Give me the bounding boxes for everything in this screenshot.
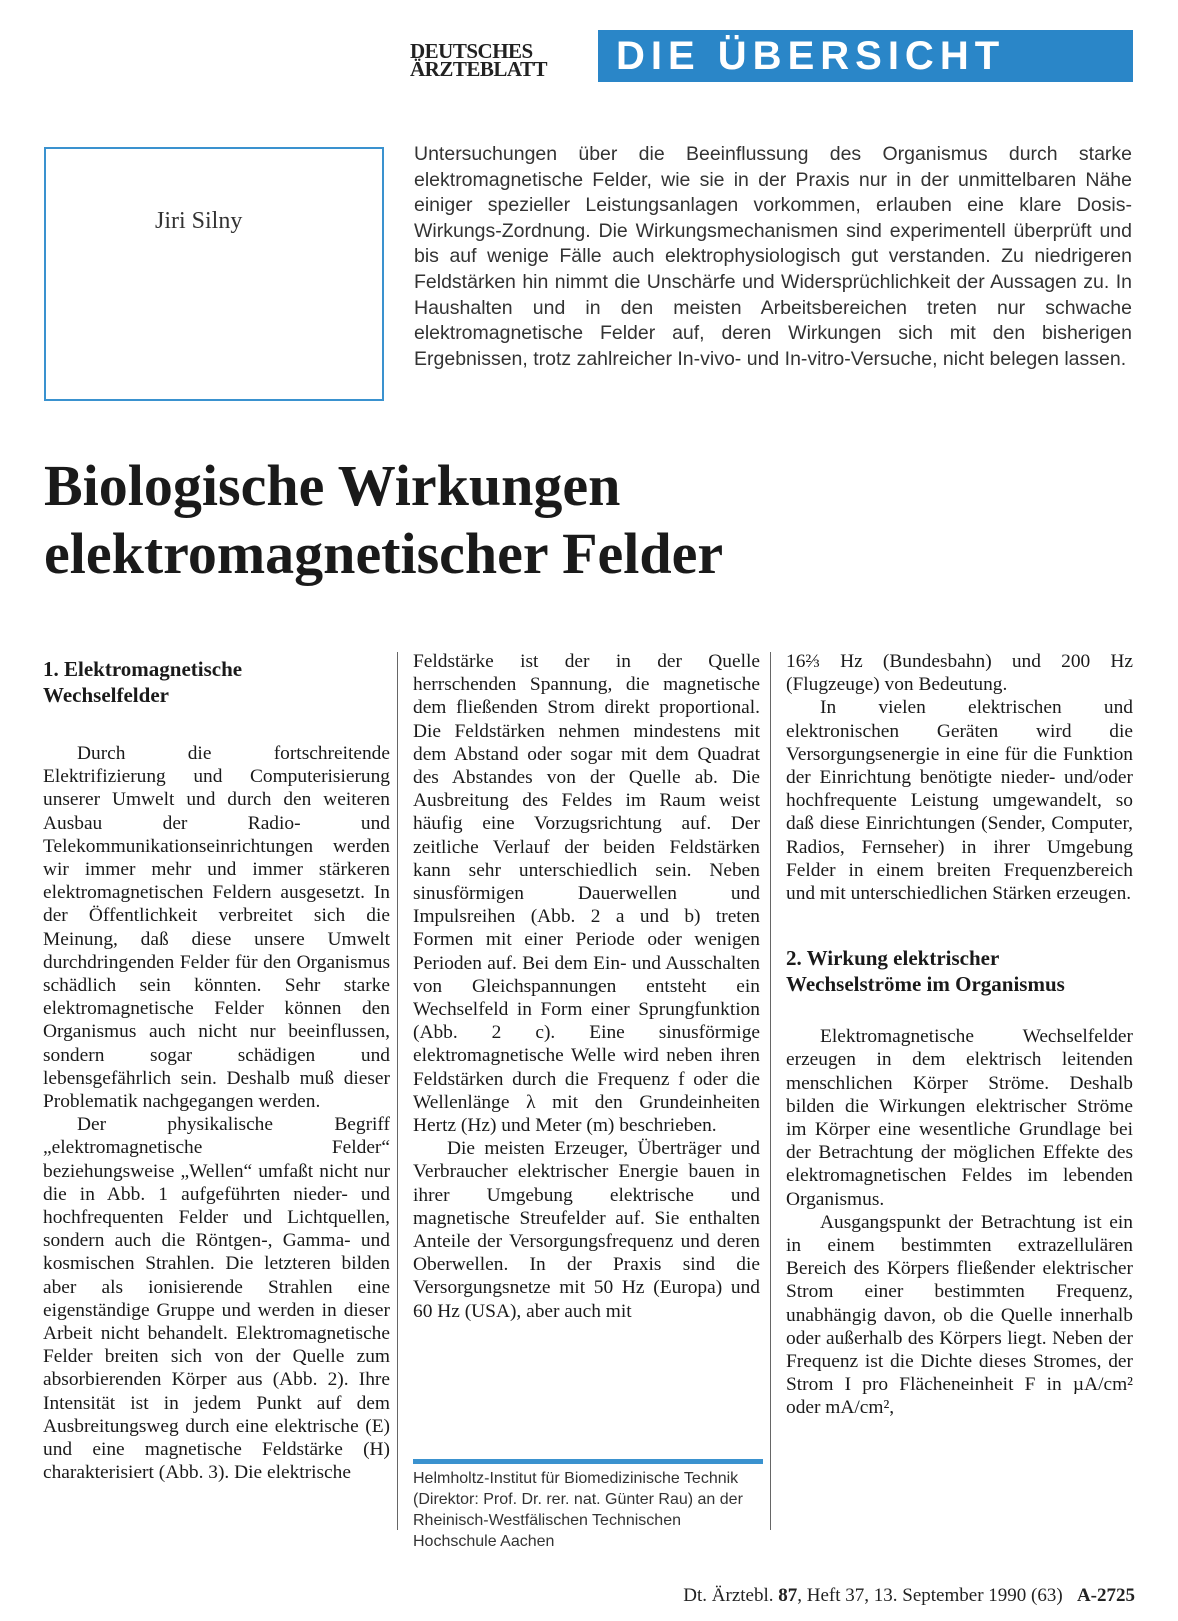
paragraph: Elektromagnetische Wechselfelder erzeugen in dem elektrisch leitenden menschlichen Körper Ströme. Deshalb bilden die Wirkungen elektrischer Ströme im Körper eine wesentliche Grundlage bei der Betrachtung der möglichen Effekte des elektromagnetischen Feldes im lebenden Organismus. xyxy=(786,1026,1133,1210)
text-column-2 xyxy=(413,650,760,1323)
article-title xyxy=(44,452,1144,588)
footer-page-number: A-2725 xyxy=(1076,1585,1135,1606)
paragraph: Durch die fortschreitende Elektrifizierung und Computerisierung unserer Umwelt und durch den weiteren Ausbau der Radio- und Telekommunikationseinrichtungen werden wir immer mehr und immer stärkeren elektromagnetischen Feldern ausgesetzt. In der Öffentlichkeit verbreitet sich die Meinung, daß diese unsere Umwelt durchdringenden Felder für den Organismus schädlich sein könnten. Sehr starke elektromagnetische Felder können den Organismus auch nicht nur beeinflussen, sondern sogar schädigen und lebensgefährlich sein. Deshalb muß dieser Problematik nachgegangen werden. xyxy=(43,743,390,1113)
text-column-1 xyxy=(43,656,390,1485)
title-line-1: Biologische Wirkungen xyxy=(44,453,621,518)
footer-issue-date: , Heft 37, 13. September 1990 (63) xyxy=(797,1585,1063,1606)
author-affiliation: Helmholtz-Institut für Biomedizinische Technik (Direktor: Prof. Dr. rer. nat. Günter Rau) an der Rheinisch-Westfälischen Technischen Hochschule Aachen xyxy=(413,1470,743,1550)
page-footer xyxy=(590,1585,1135,1607)
author-name: Jiri Silny xyxy=(155,208,243,234)
journal-masthead xyxy=(410,39,578,81)
paragraph: Feldstärke ist der in der Quelle herrschenden Spannung, die magnetische dem fließenden Strom direkt proportional. Die Feldstärken nehmen mindestens mit dem Abstand oder sogar mit dem Quadrat des Abstandes von der Quelle ab. Die Ausbreitung des Feldes im Raum weist häufig eine Vorzugsrichtung auf. Der zeitliche Verlauf der beiden Feldstärken kann sehr unterschiedlich sein. Neben sinusförmigen Dauerwellen und Impulsreihen (Abb. 2 a und b) treten Formen mit einer Periode oder wenigen Perioden auf. Bei dem Ein- und Ausschalten von Gleichspannungen entsteht ein Wechselfeld in Form einer Sprungfunktion (Abb. 2 c). Eine sinusförmige elektromagnetische Welle wird neben ihren Feldstärken durch die Frequenz f oder die Wellenlänge λ mit den Grundeinheiten Hertz (Hz) und Meter (m) beschrieben. xyxy=(413,651,760,1137)
column-divider xyxy=(397,652,398,1530)
section-heading-1: 1. Elektromagnetische Wechselfelder xyxy=(43,657,243,707)
section-heading-2: 2. Wirkung elektrischer Wechselströme im Organismus xyxy=(786,946,1065,997)
affiliation-rule xyxy=(413,1459,763,1464)
author-box xyxy=(44,147,384,401)
column-divider xyxy=(770,652,771,1530)
section-banner: DIE ÜBERSICHT xyxy=(598,30,1133,82)
abstract: Untersuchungen über die Beeinflussung des Organismus durch starke elektromagnetische Felder, wie sie in der Praxis nur in der unmittelbaren Nähe einiger spezieller Leistungsanlagen vorkommen, erlauben eine klare Dosis-Wirkungs-Zordnung. Die Wirkungsmechanismen sind experimentell überprüft und bis auf wenige Fälle auch elektrophysiologisch gut verstanden. Zu niedrigeren Feldstärken hin nimmt die Unschärfe und Widersprüchlichkeit der Aussagen zu. In Haushalten und in den meisten Arbeitsbereichen treten nur schwache elektromagnetische Felder auf, deren Wirkungen sich mit den bisherigen Ergebnissen, trotz zahlreicher In-vivo- und In-vitro-Versuche, nicht belegen lassen. xyxy=(414,143,1132,370)
footer-journal: Dt. Ärztebl. xyxy=(683,1585,774,1606)
journal-name-line2: ÄRZTEBLATT xyxy=(410,57,547,81)
paragraph: Der physikalische Begriff „elektromagnetische Felder“ beziehungsweise „Wellen“ umfaßt nicht nur die in Abb. 1 aufgeführten nieder- und hochfrequenten Felder und Lichtquellen, sondern auch die Röntgen-, Gamma- und kosmischen Strahlen. Die letzteren bilden aber als ionisierende Strahlen eine eigenständige Gruppe und werden in dieser Arbeit nicht behandelt. Elektromagnetische Felder breiten sich von der Quelle zum absorbierenden Körper aus (Abb. 2). Ihre Intensität ist in jedem Punkt auf dem Ausbreitungsweg durch eine elektrische (E) und eine magnetische Feldstärke (H) charakterisiert (Abb. 3). Die elektrische xyxy=(43,1114,390,1484)
paragraph: Ausgangspunkt der Betrachtung ist ein in einem bestimmten extrazellulären Bereich des Körpers fließender elektrischer Strom einer bestimmten Frequenz, unabhängig davon, ob die Quelle innerhalb oder außerhalb des Körpers liegt. Neben der Frequenz ist die Dichte dieses Stromes, der Strom I pro Flächeneinheit F in µA/cm² oder mA/cm², xyxy=(786,1211,1133,1419)
paragraph: 16⅔ Hz (Bundesbahn) und 200 Hz (Flugzeuge) von Bedeutung. xyxy=(786,651,1133,696)
journal-name-line1: DEUTSCHES xyxy=(410,39,533,63)
paragraph: Die meisten Erzeuger, Überträger und Verbraucher elektrischer Energie bauen in ihrer Umgebung elektrische und magnetische Streufelder auf. Sie enthalten Anteile der Versorgungsfrequenz und deren Oberwellen. In der Praxis sind die Versorgungsnetze mit 50 Hz (Europa) und 60 Hz (USA), aber auch mit xyxy=(413,1138,760,1322)
footer-volume: 87 xyxy=(778,1585,798,1606)
text-column-3 xyxy=(786,650,1133,1420)
title-line-2: elektromagnetischer Felder xyxy=(44,521,724,586)
paragraph: In vielen elektrischen und elektronischen Geräten wird die Versorgungsenergie in eine für die Funktion der Einrichtung benötigte nieder- und/oder hochfrequente Leistung umgewandelt, so daß diese Einrichtungen (Sender, Computer, Radios, Fernseher) in ihrer Umgebung Felder in einem breiten Frequenzbereich und mit unterschiedlichen Stärken erzeugen. xyxy=(786,697,1133,905)
